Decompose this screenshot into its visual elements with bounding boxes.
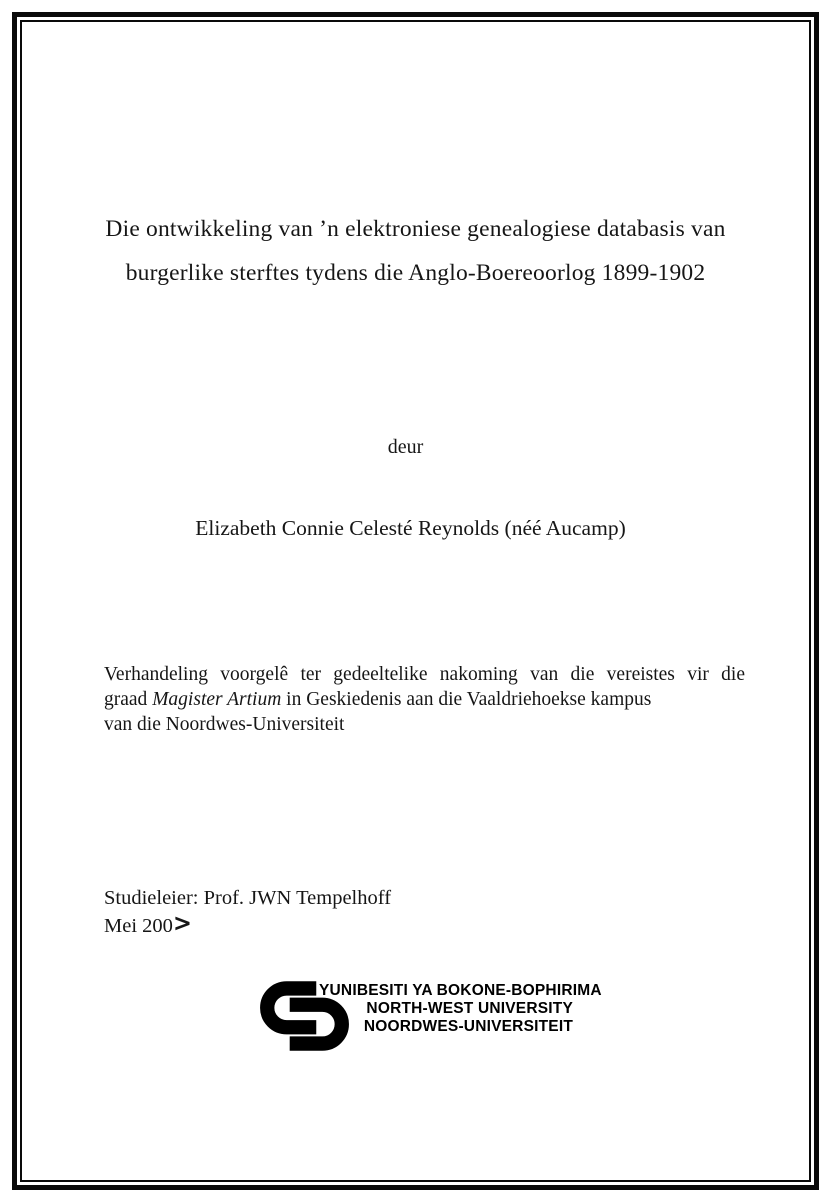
degree-statement-line3: van die Noordwes-Universiteit: [104, 714, 345, 735]
date-text: Mei 200: [104, 914, 173, 937]
logo-line-english: NORTH-WEST UNIVERSITY: [366, 1000, 573, 1017]
date-line: [104, 908, 391, 940]
supervisor-block: [104, 885, 391, 939]
university-logo: [257, 978, 602, 1058]
thesis-title-line1: Die ontwikkeling van ’n elektroniese genealogiese databasis van: [105, 216, 726, 242]
thesis-title: [60, 207, 771, 295]
logo-line-afrikaans: NOORDWES-UNIVERSITEIT: [363, 1018, 573, 1035]
supervisor-line: Studieleier: Prof. JWN Tempelhoff: [104, 887, 392, 909]
thesis-title-line2: burgerlike sterftes tydens die Anglo-Boereoorlog 1899-1902: [125, 260, 706, 286]
degree-statement-line2: [104, 687, 745, 712]
degree-statement-line2-suffix: in Geskiedenis aan die Vaaldriehoekse kampus: [281, 689, 652, 710]
degree-statement-line2-prefix: graad: [104, 689, 153, 710]
author-name: Elizabeth Connie Celesté Reynolds (néé Aucamp): [195, 516, 626, 540]
byline-deur: deur: [387, 436, 424, 458]
degree-name-italic: Magister Artium: [152, 689, 282, 710]
degree-statement-line1: Verhandeling voorgelê ter gedeeltelike nakoming van die vereistes vir die: [104, 664, 745, 685]
university-logo-text: [319, 982, 602, 1036]
logo-line-setswana: YUNIBESITI YA BOKONE-BOPHIRIMA: [319, 982, 602, 999]
degree-statement: [104, 662, 745, 737]
date-seven-glyph: >: [172, 908, 192, 937]
